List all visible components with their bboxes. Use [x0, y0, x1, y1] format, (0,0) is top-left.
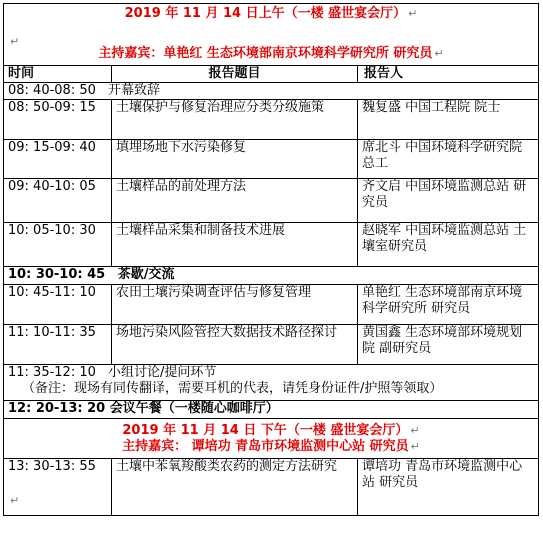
row-time: 09: 40-10: 05	[4, 179, 112, 223]
row-time: 10: 30-10: 45	[8, 267, 106, 282]
morning-blank-line	[8, 34, 534, 46]
row-time: 08: 40-08: 50	[8, 83, 96, 98]
morning-host-line	[8, 46, 534, 62]
row-speaker: 齐文启 中国环境监测总站 研究员	[358, 179, 539, 223]
table-row	[4, 140, 539, 179]
agenda-cell	[4, 401, 539, 419]
row-speaker: 谭培功 青岛市环境监测中心站 研究员	[358, 459, 539, 516]
row-topic: 土壤保护与修复治理应分类分级施策	[112, 100, 358, 140]
table-row	[4, 401, 539, 419]
column-header-row	[4, 66, 539, 83]
column-header-time: 时间	[4, 66, 112, 83]
schedule-table	[3, 3, 539, 516]
column-header-speaker: 报告人	[358, 66, 539, 83]
morning-header-cell	[4, 4, 539, 66]
row-time: 13: 30-13: 55	[8, 459, 96, 474]
table-row	[4, 100, 539, 140]
paragraph-mark: ↵	[410, 423, 420, 437]
row-time: 08: 50-09: 15	[4, 100, 112, 140]
row-time: 10: 45-11: 10	[4, 285, 112, 325]
row-time: 10: 05-10: 30	[4, 223, 112, 267]
paragraph-mark: ↵	[410, 439, 420, 453]
row-topic: 土壤中苯氧羧酸类农药的测定方法研究	[112, 459, 358, 516]
row-time-cell	[4, 459, 112, 516]
morning-header-row	[4, 4, 539, 66]
row-speaker: 席北斗 中国环境科学研究院 总工	[358, 140, 539, 179]
agenda-cell	[4, 267, 539, 285]
row-time: 11: 10-11: 35	[4, 325, 112, 365]
interpretation-note: （备注：现场有同传翻译，需要耳机的代表，请凭身份证件/护照等领取）	[22, 381, 443, 396]
table-row	[4, 285, 539, 325]
morning-title-line	[8, 6, 534, 34]
table-row	[4, 83, 539, 100]
row-topic: 开幕致辞	[108, 83, 161, 98]
row-topic: 会议午餐（一楼随心咖啡厅）	[109, 401, 279, 416]
afternoon-host: 主持嘉宾： 谭培功 青岛市环境监测中心站 研究员	[122, 438, 409, 454]
row-topic: 场地污染风险管控大数据技术路径探讨	[112, 325, 358, 365]
table-row	[4, 325, 539, 365]
table-row	[4, 267, 539, 285]
paragraph-mark: ↵	[408, 7, 418, 20]
afternoon-session-title: 2019 年 11 月 14 日 下午（一楼 盛世宴会厅） ↵	[122, 422, 420, 438]
row-speaker: 黄国鑫 生态环境部环境规划院 副研究员	[358, 325, 539, 365]
agenda-cell	[4, 83, 539, 100]
agenda-cell	[4, 365, 539, 401]
row-speaker: 单艳红 生态环境部南京环境科学研究所 研究员	[358, 285, 539, 325]
table-row	[4, 223, 539, 267]
row-topic: 填埋场地下水污染修复	[112, 140, 358, 179]
morning-host: 主持嘉宾：单艳红 生态环境部南京环境科学研究所 研究员	[98, 46, 433, 61]
afternoon-host-line	[8, 439, 534, 455]
row-topic: 茶歇/交流	[117, 267, 175, 282]
paragraph-mark: ↵	[10, 35, 20, 48]
row-time: 09: 15-09: 40	[4, 140, 112, 179]
schedule-sheet	[3, 3, 538, 536]
row-speaker: 赵晓军 中国环境监测总站 土壤室研究员	[358, 223, 539, 267]
table-row	[4, 365, 539, 401]
column-header-topic: 报告题目	[112, 66, 358, 83]
row-topic: 小组讨论/提问环节	[108, 365, 217, 380]
table-row	[4, 459, 539, 516]
afternoon-header-row	[4, 419, 539, 459]
row-time: 12: 20-13: 20	[8, 401, 106, 416]
row-topic: 农田土壤污染调查评估与修复管理	[112, 285, 358, 325]
paragraph-mark: ↵	[434, 47, 444, 60]
row-topic: 土壤样品的前处理方法	[112, 179, 358, 223]
paragraph-mark: ↵	[10, 494, 20, 507]
row-speaker: 魏复盛 中国工程院 院士	[358, 100, 539, 140]
morning-session-title: 2019 年 11 月 14 日上午（一楼 盛世宴会厅）	[124, 6, 407, 21]
row-end-mark-cell	[8, 493, 107, 509]
afternoon-header-cell	[4, 419, 539, 459]
table-row	[4, 179, 539, 223]
row-time: 11: 35-12: 10	[8, 365, 96, 380]
row-topic: 土壤样品采集和制备技术进展	[112, 223, 358, 267]
